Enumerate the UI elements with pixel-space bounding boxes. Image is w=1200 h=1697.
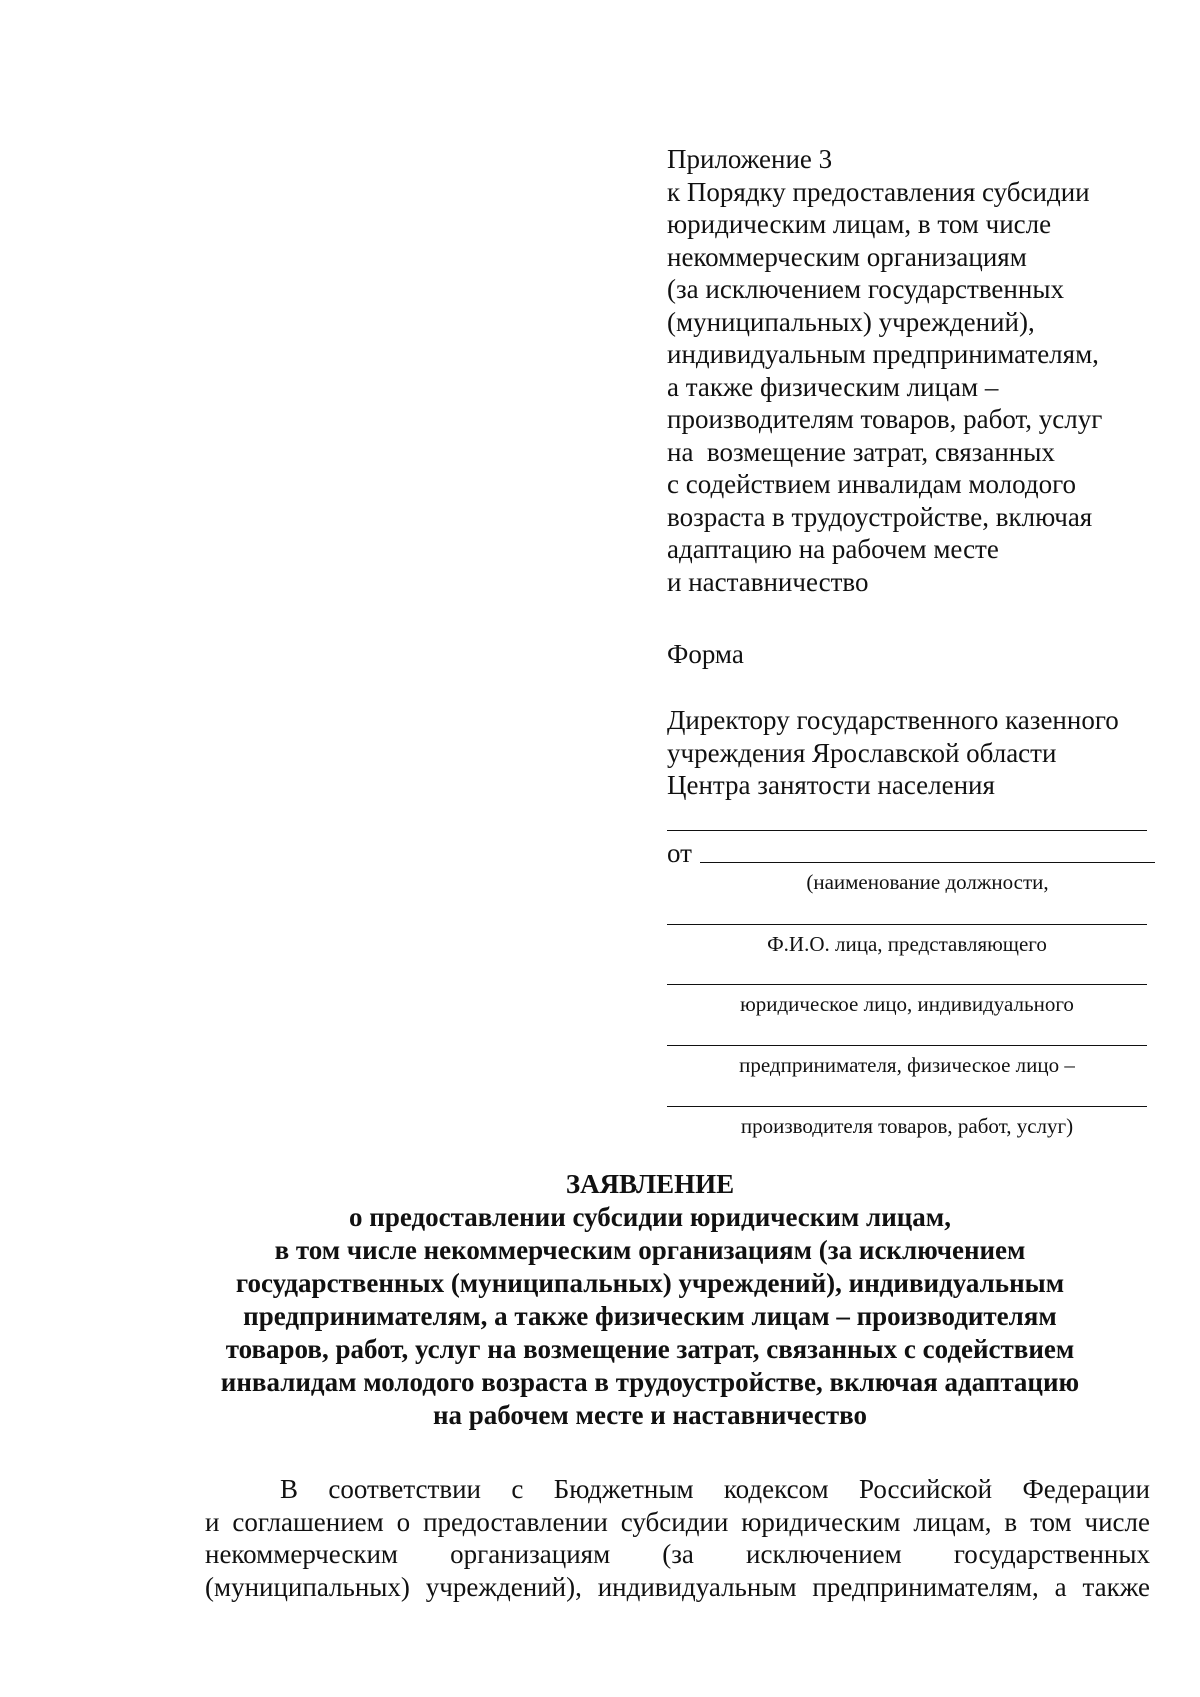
addressee-line: Директору государственного казенного: [667, 705, 1119, 735]
blank-line: [667, 984, 1147, 985]
appendix-line: к Порядку предоставления субсидии: [667, 176, 1090, 207]
title-line: товаров, работ, услуг на возмещение затрат, связанных с содействием: [225, 1334, 1075, 1364]
title-line: предпринимателям, а также физическим лицам – производителям: [243, 1301, 1057, 1331]
blank-line: [667, 924, 1147, 925]
title-line: государственных (муниципальных) учреждений), индивидуальным: [235, 1268, 1065, 1298]
title-line: о предоставлении субсидии юридическим лицам,: [349, 1202, 951, 1232]
blank-line: [700, 862, 1155, 863]
addressee-block: [667, 704, 1167, 802]
appendix-line: с содействием инвалидам молодого: [667, 469, 1076, 499]
title-line: на рабочем месте и наставничество: [432, 1400, 868, 1430]
body-paragraph: [205, 1473, 1150, 1603]
appendix-line: адаптацию на рабочем месте: [667, 534, 999, 564]
from-label: от: [667, 838, 692, 868]
body-line: некоммерческим организациям (за исключением государственных: [205, 1539, 1150, 1569]
form-label: Форма: [667, 639, 744, 669]
title-heading: ЗАЯВЛЕНИЕ: [565, 1169, 735, 1199]
appendix-header: [667, 143, 1167, 598]
appendix-line: производителям товаров, работ, услуг: [667, 404, 1103, 434]
field-caption: производителя товаров, работ, услуг): [740, 1114, 1074, 1138]
addressee-line: учреждения Ярославской области: [667, 737, 1057, 768]
document-title: [190, 1168, 1110, 1432]
appendix-line: и наставничество: [667, 566, 869, 597]
field-caption: юридическое лицо, индивидуального: [740, 992, 1074, 1016]
appendix-line: на возмещение затрат, связанных: [667, 436, 1055, 467]
blank-line: [667, 1106, 1147, 1107]
title-line: инвалидам молодого возраста в трудоустройстве, включая адаптацию: [220, 1367, 1080, 1397]
field-caption: (наименование должности,: [806, 870, 1049, 894]
field-caption: Ф.И.О. лица, представляющего: [767, 932, 1047, 956]
appendix-line: некоммерческим организациям: [667, 241, 1027, 272]
appendix-line: возраста в трудоустройстве, включая: [667, 501, 1093, 532]
appendix-line: (за исключением государственных: [667, 274, 1064, 304]
appendix-line: юридическим лицам, в том числе: [667, 209, 1052, 239]
title-line: в том числе некоммерческим организациям (за исключением: [274, 1235, 1026, 1265]
blank-line: [667, 1045, 1147, 1046]
field-caption: предпринимателя, физическое лицо –: [739, 1053, 1075, 1077]
body-line: и соглашением о предоставлении субсидии юридическим лицам, в том числе: [205, 1506, 1150, 1537]
body-line: В соответствии с Бюджетным кодексом Российской Федерации: [280, 1474, 1150, 1504]
blank-line: [667, 830, 1147, 831]
appendix-line: индивидуальным предпринимателям,: [667, 339, 1099, 369]
appendix-line: (муниципальных) учреждений),: [667, 306, 1035, 337]
body-line: (муниципальных) учреждений), индивидуальным предпринимателям, а также: [205, 1571, 1150, 1602]
appendix-line: Приложение 3: [667, 144, 833, 174]
appendix-line: а также физическим лицам –: [667, 371, 999, 402]
addressee-line: Центра занятости населения: [667, 770, 995, 800]
